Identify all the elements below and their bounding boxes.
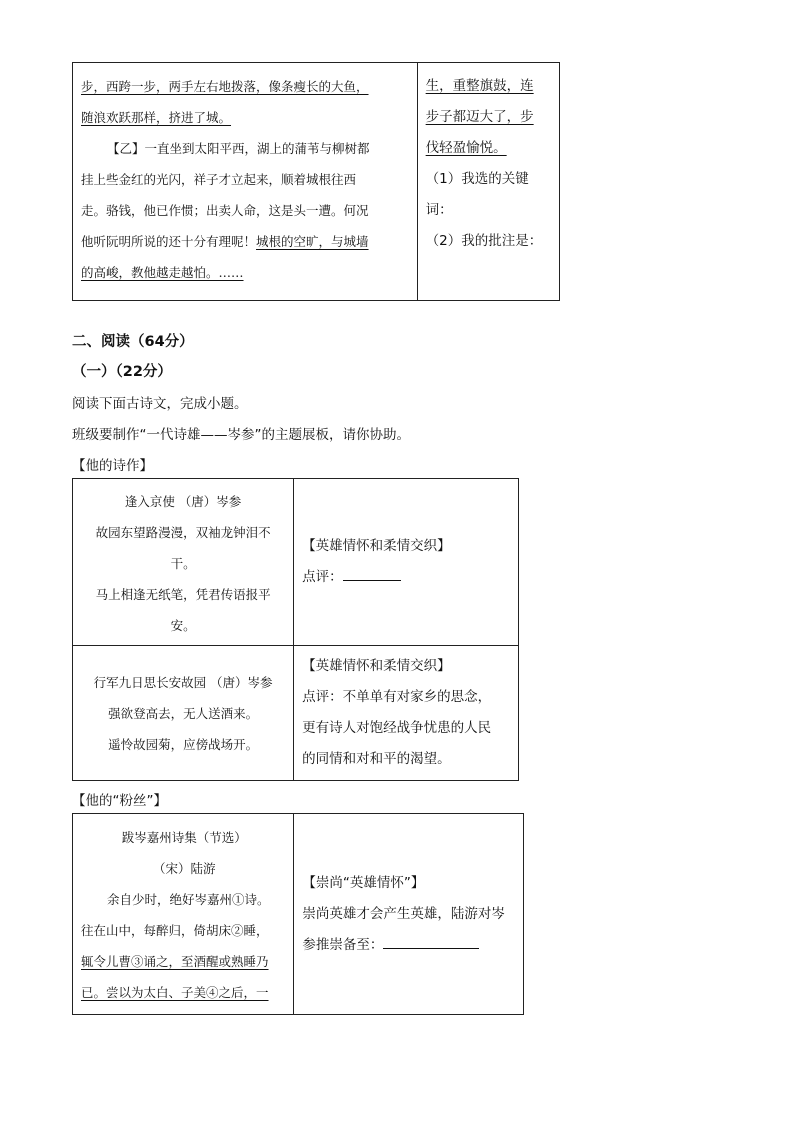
poem-title: 逢入京使 （唐）岑参 xyxy=(124,494,242,509)
subsection-title: （一）（22分） xyxy=(72,364,172,380)
comment-cell xyxy=(294,479,519,646)
passage-line: 他听阮明所说的还十分有理呢！城根的空旷，与城墙 xyxy=(81,234,369,249)
poem-title: 行军九日思长安故园 （唐）岑参 xyxy=(93,674,273,690)
poem-line: 安。 xyxy=(170,618,196,633)
annotation-cell xyxy=(417,63,559,301)
fans-table xyxy=(72,813,524,1015)
prose-cell xyxy=(73,814,294,1015)
annotation-line: 步子都迈大了，步 xyxy=(425,109,534,125)
passage-line: 【乙】一直坐到太阳平西，湖上的蒲苇与柳树都 xyxy=(107,141,370,156)
poem-line: 马上相逢无纸笔，凭君传语报平 xyxy=(95,587,271,602)
prose-line: 余自少时，绝好岑嘉州①诗。 xyxy=(107,892,270,907)
annotation-line: 词： xyxy=(425,202,453,218)
comment-line[interactable]: 点评： xyxy=(302,562,518,593)
answer-blank[interactable] xyxy=(343,565,401,581)
passage-line: 的高峻，教他越走越怕。…… xyxy=(81,265,244,280)
passage-cell xyxy=(73,63,418,301)
prose-author: （宋）陆游 xyxy=(152,861,216,876)
comment-cell xyxy=(294,814,524,1015)
comment-line: 的同情和对和平的渴望。 xyxy=(302,751,451,767)
passage-line: 走。骆钱，他已作惯；出卖人命，这是头一遭。何况 xyxy=(81,203,369,218)
annotation-line: （1）我选的关键 xyxy=(425,171,529,187)
poem-cell xyxy=(73,479,294,646)
comment-line: 点评：不单单有对家乡的思念， xyxy=(302,689,492,705)
poem-line: 遥怜故园菊，应傍战场开。 xyxy=(108,736,259,752)
poems-label: 【他的诗作】 xyxy=(72,458,153,474)
comment-cell xyxy=(294,646,519,781)
poem-line: 强欲登高去，无人送酒来。 xyxy=(108,705,259,721)
comment-title: 【英雄情怀和柔情交织】 xyxy=(302,658,451,674)
poem-line: 故园东望路漫漫，双袖龙钟泪不 xyxy=(95,525,271,540)
comment-line: 更有诗人对饱经战争忧患的人民 xyxy=(302,720,492,736)
passage-line: 挂上些金红的光闪，祥子才立起来，顺着城根往西 xyxy=(81,172,357,187)
poems-table xyxy=(72,478,519,781)
section-title: 二、阅读（64分） xyxy=(72,334,194,350)
reading-annotation-table xyxy=(72,62,560,301)
prose-line: 辄令儿曹③诵之，至酒醒或熟睡乃 xyxy=(81,954,269,969)
task-text: 班级要制作“一代诗雄——岑参”的主题展板，请你协助。 xyxy=(72,427,410,443)
answer-blank[interactable] xyxy=(383,933,479,949)
passage-line: 步，西跨一步，两手左右地拨落，像条瘦长的大鱼， xyxy=(81,79,369,94)
prose-line: 往在山中，每醉归，倚胡床②睡， xyxy=(81,923,269,938)
instruction-text: 阅读下面古诗文，完成小题。 xyxy=(72,396,248,412)
prose-title: 跋岑嘉州诗集（节选） xyxy=(121,830,247,845)
poem-line: 干。 xyxy=(170,556,196,571)
comment-line[interactable]: 参推崇备至： xyxy=(302,930,523,961)
poem-cell xyxy=(73,646,294,781)
comment-line: 崇尚英雄才会产生英雄，陆游对岑 xyxy=(302,905,505,922)
annotation-line: 伐轻盈愉悦。 xyxy=(425,140,507,156)
comment-title: 【崇尚“英雄情怀”】 xyxy=(302,874,425,891)
prose-line: 已。尝以为太白、子美④之后，一 xyxy=(81,985,269,1000)
passage-line: 随浪欢跃那样，挤进了城。 xyxy=(81,110,232,125)
comment-title: 【英雄情怀和柔情交织】 xyxy=(302,538,451,554)
fans-label: 【他的“粉丝”】 xyxy=(72,793,167,809)
annotation-line[interactable]: （2）我的批注是： xyxy=(425,233,543,249)
annotation-line: 生，重整旗鼓，连 xyxy=(425,78,534,94)
